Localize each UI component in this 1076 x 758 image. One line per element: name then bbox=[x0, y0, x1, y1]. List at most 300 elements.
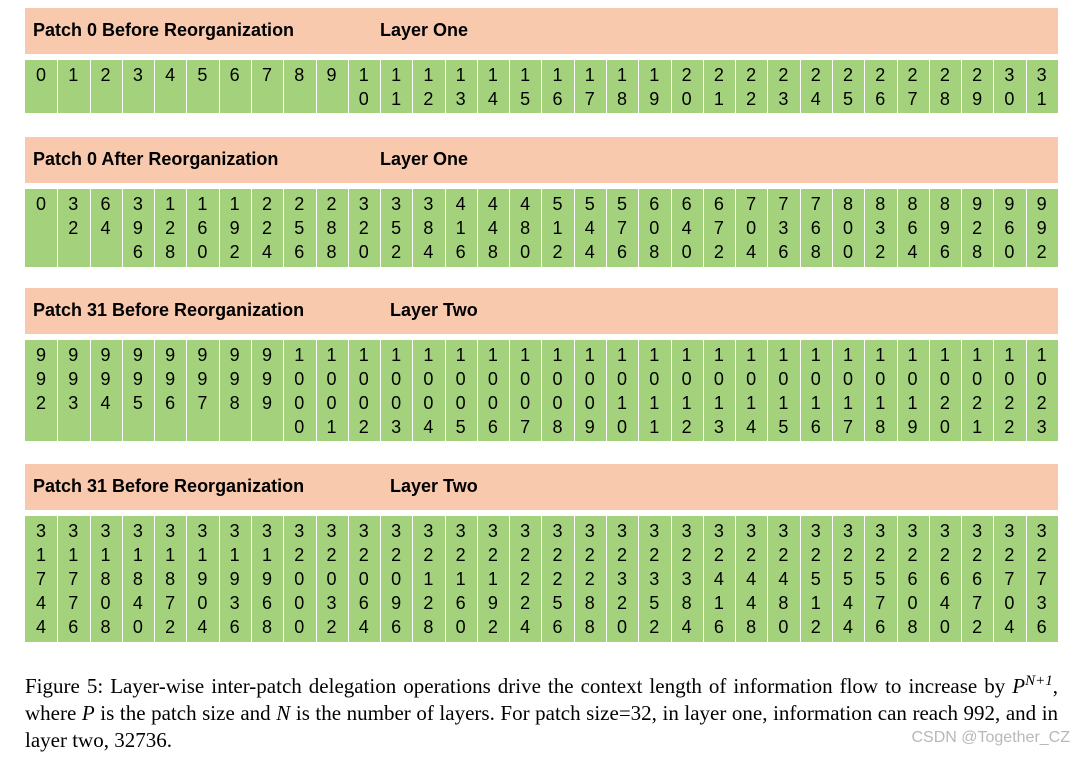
cell-divider bbox=[671, 60, 672, 113]
cell-divider bbox=[961, 516, 962, 642]
token-digit: 0 bbox=[1004, 242, 1015, 262]
cell-divider bbox=[993, 516, 994, 642]
token-digit: 0 bbox=[584, 392, 595, 413]
token-digit: 4 bbox=[197, 617, 208, 637]
token-digit: 3 bbox=[681, 569, 692, 589]
token-digit: 3 bbox=[165, 521, 176, 541]
token-digit: 5 bbox=[649, 593, 660, 613]
token-digit: 1 bbox=[35, 545, 46, 565]
token-digit: 0 bbox=[746, 218, 757, 238]
token-digit: 0 bbox=[358, 368, 369, 389]
token-digit: 3 bbox=[68, 392, 79, 413]
token-digit: 2 bbox=[358, 545, 369, 565]
cell-divider bbox=[703, 189, 704, 267]
cell-divider bbox=[380, 189, 381, 267]
token-digit: 3 bbox=[617, 521, 628, 541]
token-digit: 5 bbox=[520, 88, 531, 109]
token-digit: 2 bbox=[326, 545, 337, 565]
cell-divider bbox=[57, 189, 58, 267]
token-digit: 5 bbox=[552, 593, 563, 613]
token-digit: 6 bbox=[939, 242, 950, 262]
token-digit: 1 bbox=[778, 392, 789, 413]
formula-exponent: N+1 bbox=[1025, 673, 1053, 689]
token-digit: 0 bbox=[520, 368, 531, 389]
cell-divider bbox=[897, 340, 898, 441]
token-digit: 3 bbox=[423, 521, 434, 541]
token-digit: 3 bbox=[132, 521, 143, 541]
cell-divider bbox=[90, 60, 91, 113]
cell-divider bbox=[90, 516, 91, 642]
token-digit: 7 bbox=[584, 88, 595, 109]
token-digit: 1 bbox=[907, 344, 918, 365]
cell-divider bbox=[219, 60, 220, 113]
token-grid bbox=[25, 189, 1058, 267]
token-digit: 4 bbox=[584, 218, 595, 238]
cell-divider bbox=[929, 189, 930, 267]
token-digit: 2 bbox=[810, 64, 821, 85]
token-digit: 2 bbox=[294, 194, 305, 214]
token-digit: 9 bbox=[939, 218, 950, 238]
token-digit: 0 bbox=[326, 368, 337, 389]
token-digit: 9 bbox=[35, 344, 46, 365]
token-digit: 5 bbox=[584, 194, 595, 214]
cell-divider bbox=[735, 340, 736, 441]
token-digit: 6 bbox=[875, 617, 886, 637]
watermark: CSDN @Together_CZ bbox=[911, 729, 1070, 746]
token-digit: 1 bbox=[746, 392, 757, 413]
cell-divider bbox=[219, 340, 220, 441]
token-digit: 5 bbox=[455, 416, 466, 437]
token-digit bbox=[154, 87, 186, 111]
token-digit: 9 bbox=[1036, 218, 1047, 238]
token-digit: 3 bbox=[1036, 521, 1047, 541]
token-digit bbox=[25, 415, 57, 439]
cell-divider bbox=[671, 516, 672, 642]
panel-header bbox=[25, 8, 1058, 54]
cell-divider bbox=[445, 60, 446, 113]
token-digit: 9 bbox=[68, 368, 79, 389]
token-digit: 4 bbox=[520, 617, 531, 637]
token-digit: 2 bbox=[35, 392, 46, 413]
token-digit: 0 bbox=[778, 617, 789, 637]
token-digit: 0 bbox=[1004, 593, 1015, 613]
token-digit: 3 bbox=[842, 521, 853, 541]
token-digit: 2 bbox=[68, 218, 79, 238]
token-digit bbox=[57, 240, 89, 264]
cell-divider bbox=[735, 516, 736, 642]
token-digit: 9 bbox=[1036, 194, 1047, 214]
token-digit: 3 bbox=[810, 521, 821, 541]
panel-header bbox=[25, 464, 1058, 510]
cell-divider bbox=[800, 60, 801, 113]
caption-tail: is the number of layers. For patch size=32, in layer one, information can reach 992, and in layer two, 32736. bbox=[25, 701, 1059, 752]
caption-lead: Figure 5: Layer-wise inter-patch delegation operations drive the context length of information flow to increase by bbox=[25, 674, 1006, 698]
token-digit: 9 bbox=[132, 368, 143, 389]
token-digit: 1 bbox=[842, 392, 853, 413]
cell-divider bbox=[864, 516, 865, 642]
token-digit: 4 bbox=[681, 218, 692, 238]
token-digit: 8 bbox=[132, 569, 143, 589]
token-digit: 3 bbox=[197, 521, 208, 541]
panel-title: Patch 0 After Reorganization bbox=[33, 149, 279, 169]
token-digit: 2 bbox=[100, 64, 111, 85]
token-digit: 3 bbox=[487, 521, 498, 541]
token-digit: 2 bbox=[1036, 242, 1047, 262]
token-digit: 0 bbox=[649, 368, 660, 389]
token-digit: 2 bbox=[972, 617, 983, 637]
token-digit: 2 bbox=[358, 416, 369, 437]
token-digit: 1 bbox=[681, 392, 692, 413]
token-digit: 9 bbox=[391, 593, 402, 613]
token-digit: 7 bbox=[35, 569, 46, 589]
token-digit bbox=[251, 415, 283, 439]
cell-divider bbox=[283, 189, 284, 267]
token-digit: 0 bbox=[552, 392, 563, 413]
token-digit: 0 bbox=[487, 368, 498, 389]
token-digit: 6 bbox=[1004, 218, 1015, 238]
token-digit: 8 bbox=[617, 88, 628, 109]
cell-divider bbox=[186, 60, 187, 113]
cell-divider bbox=[509, 516, 510, 642]
token-digit: 1 bbox=[358, 344, 369, 365]
token-digit: 9 bbox=[326, 64, 337, 85]
token-digit: 9 bbox=[132, 344, 143, 365]
cell-divider bbox=[445, 189, 446, 267]
token-digit: 4 bbox=[681, 617, 692, 637]
token-digit: 1 bbox=[165, 194, 176, 214]
token-digit: 4 bbox=[746, 593, 757, 613]
layer-label: Layer One bbox=[380, 149, 469, 169]
token-digit: 7 bbox=[713, 218, 724, 238]
cell-divider bbox=[864, 189, 865, 267]
token-digit: 3 bbox=[617, 569, 628, 589]
token-digit bbox=[90, 87, 122, 111]
token-digit: 2 bbox=[681, 545, 692, 565]
token-digit: 5 bbox=[132, 392, 143, 413]
token-digit: 9 bbox=[197, 569, 208, 589]
token-digit: 1 bbox=[423, 569, 434, 589]
token-digit: 0 bbox=[842, 218, 853, 238]
cell-divider bbox=[316, 340, 317, 441]
token-digit: 1 bbox=[713, 88, 724, 109]
token-digit: 5 bbox=[810, 569, 821, 589]
token-digit: 2 bbox=[391, 242, 402, 262]
token-digit: 1 bbox=[810, 392, 821, 413]
token-digit: 7 bbox=[1036, 569, 1047, 589]
token-digit: 1 bbox=[552, 344, 563, 365]
token-digit: 0 bbox=[358, 242, 369, 262]
cell-divider bbox=[993, 340, 994, 441]
token-digit: 5 bbox=[875, 569, 886, 589]
token-digit: 7 bbox=[778, 194, 789, 214]
panel-patch0-before bbox=[25, 8, 1058, 113]
token-digit: 2 bbox=[842, 64, 853, 85]
token-digit: 4 bbox=[132, 593, 143, 613]
token-digit: 3 bbox=[132, 64, 143, 85]
cell-divider bbox=[316, 189, 317, 267]
token-digit: 0 bbox=[358, 569, 369, 589]
token-digit: 1 bbox=[520, 64, 531, 85]
token-digit: 2 bbox=[810, 617, 821, 637]
cell-divider bbox=[477, 60, 478, 113]
cell-divider bbox=[897, 516, 898, 642]
token-digit: 7 bbox=[197, 392, 208, 413]
cell-divider bbox=[412, 60, 413, 113]
token-digit: 1 bbox=[1036, 88, 1047, 109]
token-digit: 0 bbox=[552, 368, 563, 389]
cell-divider bbox=[251, 60, 252, 113]
token-digit: 9 bbox=[907, 416, 918, 437]
token-digit: 0 bbox=[681, 368, 692, 389]
token-digit: 1 bbox=[100, 545, 111, 565]
token-digit: 2 bbox=[1004, 416, 1015, 437]
token-digit: 2 bbox=[520, 569, 531, 589]
token-digit: 1 bbox=[487, 344, 498, 365]
token-digit: 6 bbox=[68, 617, 79, 637]
cell-divider bbox=[638, 340, 639, 441]
token-digit: 9 bbox=[197, 368, 208, 389]
token-digit: 6 bbox=[197, 218, 208, 238]
token-digit: 0 bbox=[746, 368, 757, 389]
token-digit: 1 bbox=[842, 344, 853, 365]
token-digit: 3 bbox=[229, 521, 240, 541]
token-digit: 0 bbox=[294, 593, 305, 613]
token-digit: 9 bbox=[100, 368, 111, 389]
token-digit: 4 bbox=[423, 416, 434, 437]
token-digit: 8 bbox=[810, 242, 821, 262]
token-digit: 0 bbox=[681, 88, 692, 109]
token-digit: 2 bbox=[681, 416, 692, 437]
token-digit: 3 bbox=[1004, 64, 1015, 85]
cell-divider bbox=[671, 340, 672, 441]
token-digit: 0 bbox=[617, 368, 628, 389]
token-digit: 2 bbox=[423, 593, 434, 613]
cell-divider bbox=[219, 189, 220, 267]
token-digit: 3 bbox=[326, 521, 337, 541]
token-digit: 3 bbox=[455, 521, 466, 541]
token-digit: 8 bbox=[907, 194, 918, 214]
token-digit: 4 bbox=[35, 617, 46, 637]
token-digit: 1 bbox=[778, 344, 789, 365]
token-digit: 3 bbox=[520, 521, 531, 541]
panel-header bbox=[25, 288, 1058, 334]
token-digit: 2 bbox=[617, 545, 628, 565]
token-digit: 2 bbox=[294, 545, 305, 565]
token-digit: 2 bbox=[746, 545, 757, 565]
token-digit: 5 bbox=[617, 194, 628, 214]
cell-divider bbox=[251, 516, 252, 642]
cell-divider bbox=[186, 189, 187, 267]
cell-divider bbox=[348, 340, 349, 441]
cell-divider bbox=[735, 189, 736, 267]
token-digit: 0 bbox=[520, 242, 531, 262]
token-digit: 0 bbox=[842, 368, 853, 389]
cell-divider bbox=[412, 340, 413, 441]
token-digit: 1 bbox=[810, 344, 821, 365]
token-digit: 6 bbox=[649, 194, 660, 214]
token-digit: 0 bbox=[294, 617, 305, 637]
token-digit: 1 bbox=[487, 569, 498, 589]
cell-divider bbox=[800, 340, 801, 441]
token-digit: 1 bbox=[165, 545, 176, 565]
token-digit: 0 bbox=[423, 368, 434, 389]
token-digit: 4 bbox=[35, 593, 46, 613]
token-digit: 2 bbox=[907, 64, 918, 85]
token-digit: 4 bbox=[487, 218, 498, 238]
token-digit: 4 bbox=[165, 64, 176, 85]
token-digit: 8 bbox=[261, 617, 272, 637]
token-digit: 1 bbox=[455, 64, 466, 85]
cell-divider bbox=[541, 189, 542, 267]
token-digit: 0 bbox=[391, 392, 402, 413]
token-digit: 2 bbox=[326, 617, 337, 637]
token-digit: 3 bbox=[358, 194, 369, 214]
token-digit: 4 bbox=[487, 88, 498, 109]
token-digit: 0 bbox=[1004, 368, 1015, 389]
cell-divider bbox=[864, 60, 865, 113]
token-digit bbox=[25, 87, 57, 111]
token-digit: 3 bbox=[1036, 416, 1047, 437]
token-digit: 1 bbox=[713, 593, 724, 613]
token-digit: 1 bbox=[1036, 344, 1047, 365]
token-digit: 2 bbox=[552, 545, 563, 565]
token-digit: 5 bbox=[842, 88, 853, 109]
token-digit: 1 bbox=[261, 545, 272, 565]
token-digit: 2 bbox=[487, 545, 498, 565]
token-digit: 7 bbox=[842, 416, 853, 437]
token-digit: 6 bbox=[1036, 617, 1047, 637]
token-digit: 0 bbox=[842, 242, 853, 262]
token-digit: 7 bbox=[1004, 569, 1015, 589]
token-digit bbox=[90, 240, 122, 264]
token-digit: 2 bbox=[423, 88, 434, 109]
cell-divider bbox=[574, 516, 575, 642]
token-digit bbox=[186, 87, 218, 111]
cell-divider bbox=[832, 340, 833, 441]
token-digit: 2 bbox=[391, 545, 402, 565]
cell-divider bbox=[767, 516, 768, 642]
token-digit: 2 bbox=[584, 569, 595, 589]
cell-divider bbox=[993, 189, 994, 267]
token-digit: 2 bbox=[423, 545, 434, 565]
cell-divider bbox=[703, 340, 704, 441]
token-digit: 0 bbox=[326, 392, 337, 413]
token-digit: 0 bbox=[778, 368, 789, 389]
token-digit: 3 bbox=[681, 521, 692, 541]
token-digit: 7 bbox=[261, 64, 272, 85]
token-digit: 0 bbox=[487, 392, 498, 413]
token-digit: 2 bbox=[520, 545, 531, 565]
token-digit: 3 bbox=[746, 521, 757, 541]
figure-caption bbox=[25, 666, 1058, 754]
cell-divider bbox=[57, 516, 58, 642]
token-digit: 3 bbox=[229, 593, 240, 613]
token-digit: 7 bbox=[810, 194, 821, 214]
token-digit: 0 bbox=[100, 593, 111, 613]
token-digit: 2 bbox=[713, 545, 724, 565]
cell-divider bbox=[864, 340, 865, 441]
token-digit: 6 bbox=[778, 242, 789, 262]
token-digit: 3 bbox=[358, 521, 369, 541]
token-digit: 3 bbox=[1036, 64, 1047, 85]
token-digit: 0 bbox=[294, 368, 305, 389]
cell-divider bbox=[316, 516, 317, 642]
token-digit: 0 bbox=[294, 416, 305, 437]
token-digit: 5 bbox=[842, 569, 853, 589]
token-digit: 8 bbox=[423, 617, 434, 637]
cell-divider bbox=[541, 340, 542, 441]
token-digit: 9 bbox=[35, 368, 46, 389]
caption-mid1: , where bbox=[25, 674, 1058, 725]
token-digit: 7 bbox=[520, 416, 531, 437]
cell-divider bbox=[57, 340, 58, 441]
token-digit: 3 bbox=[972, 521, 983, 541]
token-digit: 1 bbox=[713, 344, 724, 365]
cell-divider bbox=[929, 60, 930, 113]
cell-divider bbox=[283, 340, 284, 441]
token-digit: 2 bbox=[778, 545, 789, 565]
cell-divider bbox=[380, 340, 381, 441]
token-digit bbox=[57, 415, 89, 439]
token-digit: 1 bbox=[649, 416, 660, 437]
token-digit: 2 bbox=[972, 545, 983, 565]
token-digit: 2 bbox=[778, 64, 789, 85]
token-digit bbox=[283, 87, 315, 111]
cell-divider bbox=[767, 189, 768, 267]
token-digit: 4 bbox=[746, 242, 757, 262]
token-digit: 1 bbox=[455, 218, 466, 238]
token-digit: 2 bbox=[972, 218, 983, 238]
cell-divider bbox=[800, 516, 801, 642]
token-digit: 2 bbox=[229, 242, 240, 262]
token-digit: 6 bbox=[875, 88, 886, 109]
cell-divider bbox=[509, 340, 510, 441]
token-digit: 9 bbox=[229, 344, 240, 365]
token-digit: 1 bbox=[197, 545, 208, 565]
token-digit: 2 bbox=[520, 593, 531, 613]
token-digit: 3 bbox=[649, 569, 660, 589]
token-digit: 1 bbox=[423, 344, 434, 365]
token-digit: 2 bbox=[875, 64, 886, 85]
token-digit: 8 bbox=[746, 617, 757, 637]
token-digit bbox=[25, 240, 57, 264]
token-digit: 1 bbox=[294, 344, 305, 365]
token-digit: 0 bbox=[907, 368, 918, 389]
token-digit: 1 bbox=[358, 64, 369, 85]
cell-divider bbox=[638, 189, 639, 267]
token-digit: 2 bbox=[261, 218, 272, 238]
token-digit: 8 bbox=[294, 64, 305, 85]
token-digit: 6 bbox=[713, 617, 724, 637]
token-digit: 1 bbox=[326, 416, 337, 437]
token-digit: 6 bbox=[455, 242, 466, 262]
token-digit: 0 bbox=[455, 392, 466, 413]
cell-divider bbox=[961, 189, 962, 267]
token-digit: 8 bbox=[326, 242, 337, 262]
token-digit: 2 bbox=[358, 218, 369, 238]
token-digit: 0 bbox=[520, 392, 531, 413]
cell-divider bbox=[90, 340, 91, 441]
token-digit: 0 bbox=[713, 368, 724, 389]
token-digit: 1 bbox=[681, 344, 692, 365]
cell-divider bbox=[251, 340, 252, 441]
token-digit: 0 bbox=[326, 569, 337, 589]
token-digit: 1 bbox=[972, 344, 983, 365]
token-digit bbox=[186, 415, 218, 439]
token-digit: 2 bbox=[939, 392, 950, 413]
token-digit: 9 bbox=[261, 569, 272, 589]
token-digit: 6 bbox=[391, 617, 402, 637]
